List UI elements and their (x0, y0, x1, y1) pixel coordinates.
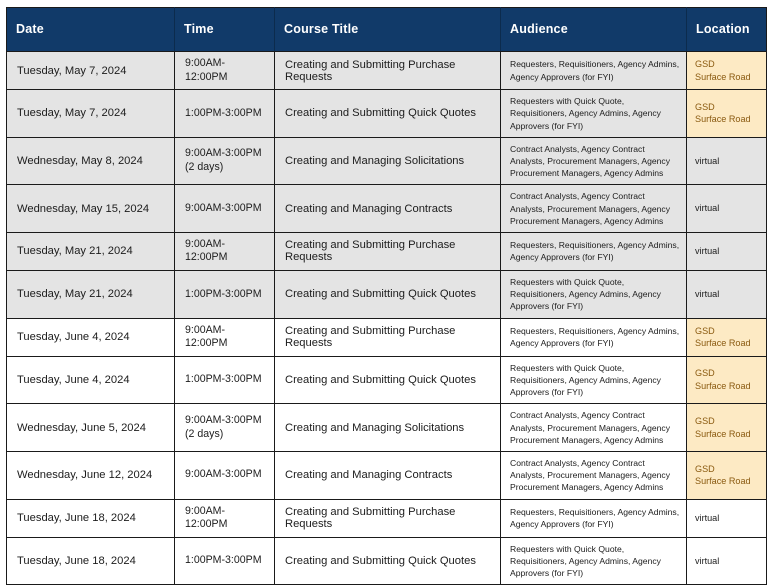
table-header-row (7, 8, 767, 52)
time-range: 1:00PM-3:00PM (185, 554, 262, 567)
location-line-secondary: Surface Road (695, 338, 751, 349)
time-range: 9:00AM-3:00PM (185, 468, 262, 481)
cell-time (175, 52, 275, 90)
table-row (7, 185, 767, 233)
cell-date: Tuesday, June 18, 2024 (7, 499, 175, 537)
location-line-primary: virtual (695, 289, 720, 300)
table-row (7, 271, 767, 319)
cell-course-title: Creating and Managing Contracts (275, 185, 501, 233)
time-range: 9:00AM-12:00PM (185, 237, 228, 264)
time-range: 1:00PM-3:00PM (185, 106, 262, 119)
cell-time (175, 232, 275, 270)
table-row (7, 404, 767, 452)
cell-location (687, 356, 767, 404)
location-line-primary: virtual (695, 246, 720, 257)
cell-audience: Requesters, Requisitioners, Agency Admins, Agency Approvers (for FYI) (501, 232, 687, 270)
cell-course-title: Creating and Submitting Quick Quotes (275, 356, 501, 404)
location-line-secondary: Surface Road (695, 71, 751, 82)
cell-course-title: Creating and Managing Contracts (275, 451, 501, 499)
cell-location (687, 232, 767, 270)
location-line-secondary: Surface Road (695, 381, 751, 392)
column-header-time[interactable]: Time (175, 8, 275, 52)
cell-date: Tuesday, May 7, 2024 (7, 52, 175, 90)
location-line-primary: virtual (695, 203, 720, 214)
cell-location (687, 499, 767, 537)
cell-date: Wednesday, May 8, 2024 (7, 137, 175, 185)
cell-date: Tuesday, June 4, 2024 (7, 318, 175, 356)
cell-audience: Contract Analysts, Agency Contract Analysts, Procurement Managers, Agency Procurement Managers, Agency Admins (501, 185, 687, 233)
cell-date: Tuesday, May 7, 2024 (7, 90, 175, 138)
table-row (7, 137, 767, 185)
cell-location (687, 90, 767, 138)
time-range: 9:00AM-12:00PM (185, 504, 228, 531)
cell-date: Wednesday, June 5, 2024 (7, 404, 175, 452)
cell-audience: Requesters with Quick Quote, Requisitioners, Agency Admins, Agency Approvers (for FYI) (501, 537, 687, 585)
cell-time (175, 90, 275, 138)
column-header-date[interactable]: Date (7, 8, 175, 52)
cell-audience: Contract Analysts, Agency Contract Analysts, Procurement Managers, Agency Procurement Managers, Agency Admins (501, 451, 687, 499)
time-range: 9:00AM-12:00PM (185, 57, 228, 83)
table-row (7, 537, 767, 585)
location-line-primary: virtual (695, 512, 720, 523)
location-line-secondary: Surface Road (695, 428, 751, 439)
cell-course-title: Creating and Submitting Purchase Requests (275, 232, 501, 270)
cell-audience: Contract Analysts, Agency Contract Analysts, Procurement Managers, Agency Procurement Managers, Agency Admins (501, 404, 687, 452)
cell-time (175, 451, 275, 499)
time-range: 9:00AM-3:00PM (185, 414, 262, 427)
table-header (7, 8, 767, 52)
cell-time (175, 137, 275, 185)
location-line-secondary: Surface Road (695, 114, 751, 125)
table-row (7, 318, 767, 356)
cell-course-title: Creating and Submitting Purchase Requests (275, 318, 501, 356)
time-range: 9:00AM-3:00PM (185, 201, 262, 214)
table-row (7, 356, 767, 404)
cell-location (687, 185, 767, 233)
cell-time (175, 404, 275, 452)
column-header-course[interactable]: Course Title (275, 8, 501, 52)
cell-date: Tuesday, May 21, 2024 (7, 232, 175, 270)
time-range: 9:00AM-12:00PM (185, 323, 228, 350)
cell-course-title: Creating and Submitting Quick Quotes (275, 271, 501, 319)
location-line-primary: virtual (695, 155, 720, 166)
cell-location (687, 404, 767, 452)
cell-audience: Requesters, Requisitioners, Agency Admins, Agency Approvers (for FYI) (501, 318, 687, 356)
time-range: 1:00PM-3:00PM (185, 287, 262, 300)
cell-location (687, 451, 767, 499)
cell-location (687, 271, 767, 319)
table-row (7, 52, 767, 90)
cell-date: Wednesday, June 12, 2024 (7, 451, 175, 499)
cell-audience: Contract Analysts, Agency Contract Analysts, Procurement Managers, Agency Procurement Managers, Agency Admins (501, 137, 687, 185)
training-schedule-table (6, 7, 767, 585)
cell-audience: Requesters with Quick Quote, Requisitioners, Agency Admins, Agency Approvers (for FYI) (501, 271, 687, 319)
cell-location (687, 537, 767, 585)
time-range: 1:00PM-3:00PM (185, 373, 262, 386)
location-line-primary: GSD (695, 59, 715, 69)
time-note: (2 days) (185, 161, 224, 173)
cell-time (175, 537, 275, 585)
time-note: (2 days) (185, 427, 224, 440)
training-schedule-container (6, 7, 766, 585)
cell-time (175, 185, 275, 233)
location-line-primary: GSD (695, 416, 715, 427)
cell-time (175, 499, 275, 537)
column-header-audience[interactable]: Audience (501, 8, 687, 52)
column-header-location[interactable]: Location (687, 8, 767, 52)
cell-location (687, 137, 767, 185)
location-line-primary: GSD (695, 463, 715, 474)
cell-time (175, 271, 275, 319)
location-line-primary: GSD (695, 101, 715, 112)
time-range: 9:00AM-3:00PM (185, 147, 262, 160)
cell-time (175, 318, 275, 356)
cell-audience: Requesters with Quick Quote, Requisitioners, Agency Admins, Agency Approvers (for FYI) (501, 356, 687, 404)
cell-audience: Requesters, Requisitioners, Agency Admins, Agency Approvers (for FYI) (501, 52, 687, 90)
table-row (7, 499, 767, 537)
cell-course-title: Creating and Submitting Quick Quotes (275, 90, 501, 138)
cell-course-title: Creating and Managing Solicitations (275, 137, 501, 185)
cell-location (687, 52, 767, 90)
table-row (7, 232, 767, 270)
cell-date: Tuesday, June 18, 2024 (7, 537, 175, 585)
cell-course-title: Creating and Submitting Quick Quotes (275, 537, 501, 585)
cell-date: Tuesday, June 4, 2024 (7, 356, 175, 404)
cell-time (175, 356, 275, 404)
table-body (7, 52, 767, 585)
location-line-primary: GSD (695, 368, 715, 379)
location-line-primary: virtual (695, 555, 720, 566)
location-line-primary: GSD (695, 325, 715, 336)
cell-date: Tuesday, May 21, 2024 (7, 271, 175, 319)
table-row (7, 90, 767, 138)
location-line-secondary: Surface Road (695, 476, 751, 487)
cell-date: Wednesday, May 15, 2024 (7, 185, 175, 233)
cell-course-title: Creating and Managing Solicitations (275, 404, 501, 452)
cell-course-title: Creating and Submitting Purchase Requests (275, 499, 501, 537)
cell-audience: Requesters with Quick Quote, Requisitioners, Agency Admins, Agency Approvers (for FYI) (501, 90, 687, 138)
cell-audience: Requesters, Requisitioners, Agency Admins, Agency Approvers (for FYI) (501, 499, 687, 537)
cell-course-title: Creating and Submitting Purchase Requests (275, 52, 501, 90)
cell-location (687, 318, 767, 356)
table-row (7, 451, 767, 499)
